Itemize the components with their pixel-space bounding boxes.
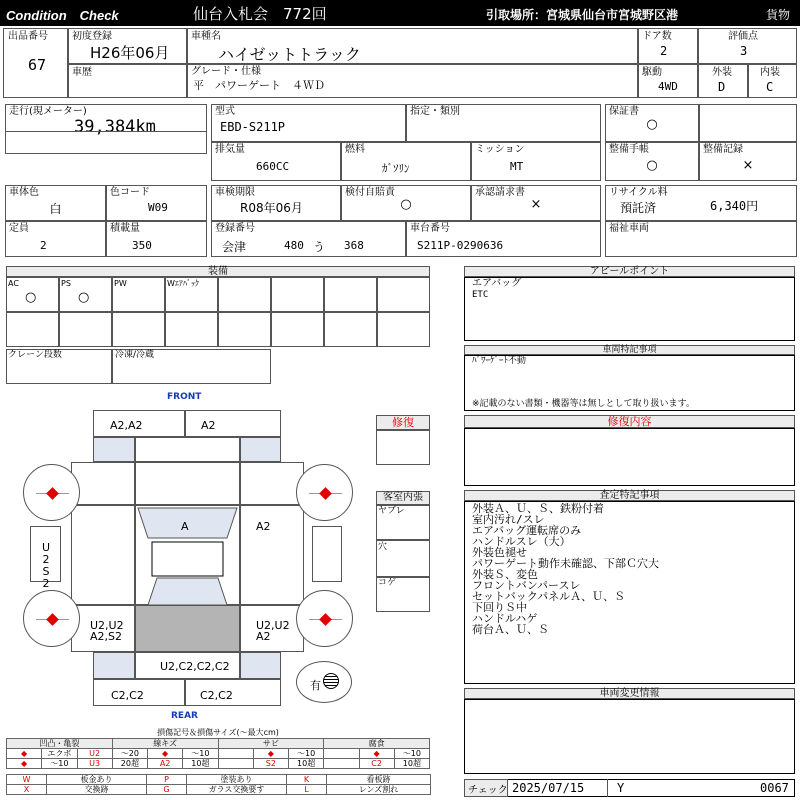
inspection-note-5: 外装色褪せ bbox=[472, 546, 527, 559]
reg-no-label: 登録番号 bbox=[215, 223, 255, 234]
front-label: FRONT bbox=[167, 392, 202, 402]
exterior-grade: D bbox=[718, 80, 726, 94]
bed-damage: U2,C2,C2,C2 bbox=[160, 660, 230, 673]
displacement: 660CC bbox=[256, 160, 290, 173]
legend-cell: A2 bbox=[148, 759, 183, 769]
equip-label-pw: PW bbox=[114, 279, 127, 288]
pickup-location: 引取場所：宮城県仙台市宮城野区港 bbox=[486, 8, 679, 22]
appeal-line-1: エアバッグ bbox=[472, 278, 522, 289]
rear-right-damage-1: U2,U2 bbox=[256, 619, 290, 632]
rear-left-damage-2: A2,S2 bbox=[90, 630, 123, 643]
chassis-number: S211P-0290636 bbox=[417, 239, 504, 252]
approval-mark: × bbox=[530, 197, 542, 212]
fuel-type: ｶﾞｿﾘﾝ bbox=[382, 162, 410, 175]
body-color: 白 bbox=[49, 202, 62, 216]
approval-label: 承認請求書 bbox=[475, 187, 525, 198]
wheel-rear-right bbox=[296, 590, 353, 647]
appeal-header: アピールポイント bbox=[464, 266, 795, 277]
check-date: 2025/07/15 bbox=[512, 781, 585, 795]
drive-type: 4WD bbox=[658, 80, 678, 93]
auction-title: 仙台入札会 772回 bbox=[193, 5, 327, 23]
interior-grade: C bbox=[766, 80, 774, 94]
legend-cell: エクボ bbox=[42, 749, 77, 759]
car-name-label: 車種名 bbox=[191, 31, 221, 42]
evaluation-score: 3 bbox=[740, 44, 748, 58]
legend-group-corrosion: 腐食 bbox=[324, 739, 430, 749]
chassis-label: 車台番号 bbox=[410, 223, 450, 234]
rear-label: REAR bbox=[171, 711, 198, 721]
equip-mark-ac: ○ bbox=[25, 290, 37, 305]
transmission: MT bbox=[510, 160, 524, 173]
service-book-mark: ○ bbox=[646, 158, 658, 173]
legend-cell: C2 bbox=[359, 759, 394, 769]
rear-left-damage-1: U2,U2 bbox=[90, 619, 124, 632]
capacity-label: 定員 bbox=[9, 223, 29, 234]
crane-label: クレーン段数 bbox=[8, 350, 62, 360]
score-label: 評価点 bbox=[728, 31, 758, 42]
front-left-damage: A2,A2 bbox=[110, 419, 143, 432]
model-code: EBD-S211P bbox=[220, 120, 286, 134]
legend-cell: 10超 bbox=[289, 759, 324, 769]
rear-bumper-right-damage: C2,C2 bbox=[200, 689, 233, 702]
lot-number: 67 bbox=[28, 56, 47, 74]
legend-cell: U2 bbox=[77, 749, 112, 759]
legend-cell: 〜10 bbox=[42, 759, 77, 769]
cabin-row-tear: ヤブレ bbox=[378, 506, 405, 516]
cabin-row-burn: コゲ bbox=[378, 578, 397, 588]
legend-code-desc: 交換跡 bbox=[47, 785, 147, 795]
legend-codes-table bbox=[6, 774, 431, 795]
history-label: 車歴 bbox=[72, 67, 92, 78]
legend-cell-empty bbox=[218, 759, 253, 769]
equipment-header: 装備 bbox=[6, 266, 430, 277]
vehicle-category: 貨物 bbox=[766, 8, 791, 22]
condition-check-title: Condition Check bbox=[6, 8, 119, 23]
mileage-label: 走行(現メーター) bbox=[9, 106, 87, 117]
load-label: 積載量 bbox=[110, 223, 140, 234]
service-book-label: 整備手帳 bbox=[609, 144, 649, 155]
mission-label: ミッション bbox=[475, 144, 525, 155]
welfare-label: 福祉車両 bbox=[609, 223, 649, 234]
inspection-note-6: パワーゲート動作未確認、下部Ｃ穴大 bbox=[472, 557, 659, 570]
appeal-line-2: ETC bbox=[472, 290, 489, 300]
reg-class: 480 bbox=[284, 239, 304, 252]
spare-tire-icon bbox=[323, 673, 339, 689]
legend-cell: 〜10 bbox=[183, 749, 218, 759]
change-info-header: 車両変更情報 bbox=[464, 688, 795, 699]
equip-label-ac: AC bbox=[8, 279, 19, 288]
header-bar bbox=[0, 0, 800, 26]
legend-code: G bbox=[147, 785, 187, 795]
inspection-note-7: 外装Ｓ、変色 bbox=[472, 568, 538, 581]
legend-group-rust: サビ bbox=[218, 739, 324, 749]
equip-label-ps: PS bbox=[61, 279, 71, 288]
fridge-label: 冷凍/冷蔵 bbox=[115, 350, 155, 360]
spare-tire-label: 有 bbox=[310, 679, 321, 692]
legend-group-scratch: 線キズ bbox=[112, 739, 218, 749]
legend-cell: 〜10 bbox=[289, 749, 324, 759]
grade-label: グレード・仕様 bbox=[191, 66, 261, 77]
legend-cell: 〜10 bbox=[394, 749, 429, 759]
check-label: チェック bbox=[468, 785, 508, 796]
legend-code: W bbox=[7, 775, 47, 785]
legend-cell: U3 bbox=[77, 759, 112, 769]
body-color-label: 車体色 bbox=[9, 187, 39, 198]
inspection-note-8: フロントバンパースレ bbox=[472, 579, 581, 592]
legend-cell: 〜20 bbox=[112, 749, 147, 759]
diamond-icon: ◆ bbox=[359, 749, 394, 759]
color-code-label: 色コード bbox=[110, 187, 150, 198]
repair-header: 修復 bbox=[376, 415, 430, 430]
legend-cell: S2 bbox=[253, 759, 288, 769]
inspection-note-9: セットバックパネルＡ、Ｕ、Ｓ bbox=[472, 590, 626, 603]
inspection-note-10: 下回りＳ中 bbox=[472, 601, 527, 614]
legend-code: K bbox=[287, 775, 327, 785]
inspection-note-1: 外装Ａ、Ｕ、Ｓ、鉄粉付着 bbox=[472, 502, 604, 515]
legend-code-desc: レンズ割れ bbox=[327, 785, 431, 795]
diamond-icon: ◆ bbox=[7, 759, 42, 769]
inspection-note-11: ハンドルハゲ bbox=[472, 612, 538, 625]
legend-table bbox=[6, 738, 430, 769]
inspection-note-3: エアバッグ運転席のみ bbox=[472, 524, 582, 537]
legend-cell: 10超 bbox=[183, 759, 218, 769]
wheel-front-left bbox=[23, 464, 80, 521]
warranty-label: 保証書 bbox=[609, 106, 639, 117]
rear-right-damage-2: A2 bbox=[256, 630, 271, 643]
diamond-icon: ◆ bbox=[148, 749, 183, 759]
special-note: ※記載のない書類・機器等は無しとして取り扱います。 bbox=[472, 399, 695, 409]
designation-label: 指定・類別 bbox=[410, 106, 460, 117]
repair-detail-header: 修復内容 bbox=[464, 415, 795, 428]
legend-code: P bbox=[147, 775, 187, 785]
load-capacity: 350 bbox=[132, 239, 152, 252]
legend-code-desc: 塗装あり bbox=[187, 775, 287, 785]
legend-code: L bbox=[287, 785, 327, 795]
special-line: ﾊﾟﾜｰｹﾞｰﾄ不動 bbox=[472, 356, 527, 366]
cabin-header: 客室内張 bbox=[376, 491, 430, 505]
doors-label: ドア数 bbox=[642, 31, 672, 42]
door-count: 2 bbox=[660, 44, 668, 58]
legend-cell-empty bbox=[218, 749, 253, 759]
legend-group-dent: 凹凸・亀裂 bbox=[7, 739, 113, 749]
diamond-icon: ◆ bbox=[7, 749, 42, 759]
legend-cell: 10超 bbox=[394, 759, 429, 769]
legend-cell-empty bbox=[324, 749, 359, 759]
recycle-label: リサイクル料 bbox=[609, 187, 668, 198]
special-header: 車両特記事項 bbox=[464, 345, 795, 355]
recycle-status: 預託済 bbox=[620, 201, 657, 215]
warranty-mark: ○ bbox=[646, 117, 658, 132]
equip-mark-ps: ○ bbox=[78, 290, 90, 305]
displacement-label: 排気量 bbox=[215, 144, 245, 155]
reg-kana: う bbox=[313, 240, 326, 254]
mileage: 39,384km bbox=[74, 117, 156, 137]
lot-label: 出品番号 bbox=[8, 31, 48, 42]
liability-mark: ○ bbox=[400, 197, 412, 212]
inspection-notes-header: 査定特記事項 bbox=[464, 490, 795, 501]
recycle-fee: 6,340円 bbox=[710, 199, 759, 213]
legend-code: X bbox=[7, 785, 47, 795]
color-code: W09 bbox=[148, 201, 168, 214]
inspection-label: 車検期限 bbox=[215, 187, 255, 198]
liability-label: 検付自賠責 bbox=[345, 187, 395, 198]
left-side-damage: U2 S2 bbox=[41, 541, 51, 590]
reg-number: 368 bbox=[344, 239, 364, 252]
service-record-mark: × bbox=[742, 158, 754, 173]
first-registration: H26年06月 bbox=[90, 44, 170, 62]
inspection-note-4: ハンドルスレ（大） bbox=[472, 535, 571, 548]
reg-area: 会津 bbox=[222, 240, 247, 254]
diamond-icon: ◆ bbox=[253, 749, 288, 759]
inspection-note-2: 室内汚れ/スレ bbox=[472, 513, 545, 526]
windshield-damage: A bbox=[181, 520, 189, 533]
front-right-damage: A2 bbox=[201, 419, 216, 432]
legend-code-desc: ガラス交換要す bbox=[187, 785, 287, 795]
grade-spec: 平 パワーゲート ４ＷＤ bbox=[193, 79, 325, 92]
legend-cell: 20超 bbox=[112, 759, 147, 769]
drive-label: 駆動 bbox=[642, 67, 662, 78]
legend-code-desc: 看板跡 bbox=[327, 775, 431, 785]
cabin-row-hole: 穴 bbox=[378, 542, 388, 552]
exterior-label: 外装 bbox=[712, 67, 732, 78]
equip-label-wairbag: Wｴｱﾊﾞｯｸ bbox=[167, 279, 199, 288]
wheel-rear-left bbox=[23, 590, 80, 647]
right-door-damage: A2 bbox=[256, 520, 271, 533]
first-reg-label: 初度登録 bbox=[72, 31, 112, 42]
car-name: ハイゼットトラック bbox=[218, 45, 361, 64]
inspection-note-12: 荷台Ａ、Ｕ、Ｓ bbox=[472, 623, 549, 636]
legend-code-desc: 板金あり bbox=[47, 775, 147, 785]
capacity: 2 bbox=[40, 239, 47, 252]
legend-title: 損傷記号＆損傷サイズ(〜最大cm) bbox=[157, 728, 279, 737]
front-bumper-right bbox=[185, 410, 281, 437]
wheel-front-right bbox=[296, 464, 353, 521]
interior-label: 内装 bbox=[760, 67, 780, 78]
rear-bumper-left-damage: C2,C2 bbox=[111, 689, 144, 702]
fuel-label: 燃料 bbox=[345, 144, 365, 155]
check-number: 0067 bbox=[760, 781, 789, 795]
model-label: 型式 bbox=[215, 106, 235, 117]
service-record-label: 整備記録 bbox=[703, 144, 743, 155]
check-initial: Y bbox=[617, 781, 625, 795]
inspection-expiry: R08年06月 bbox=[240, 201, 303, 215]
legend-cell-empty bbox=[324, 759, 359, 769]
